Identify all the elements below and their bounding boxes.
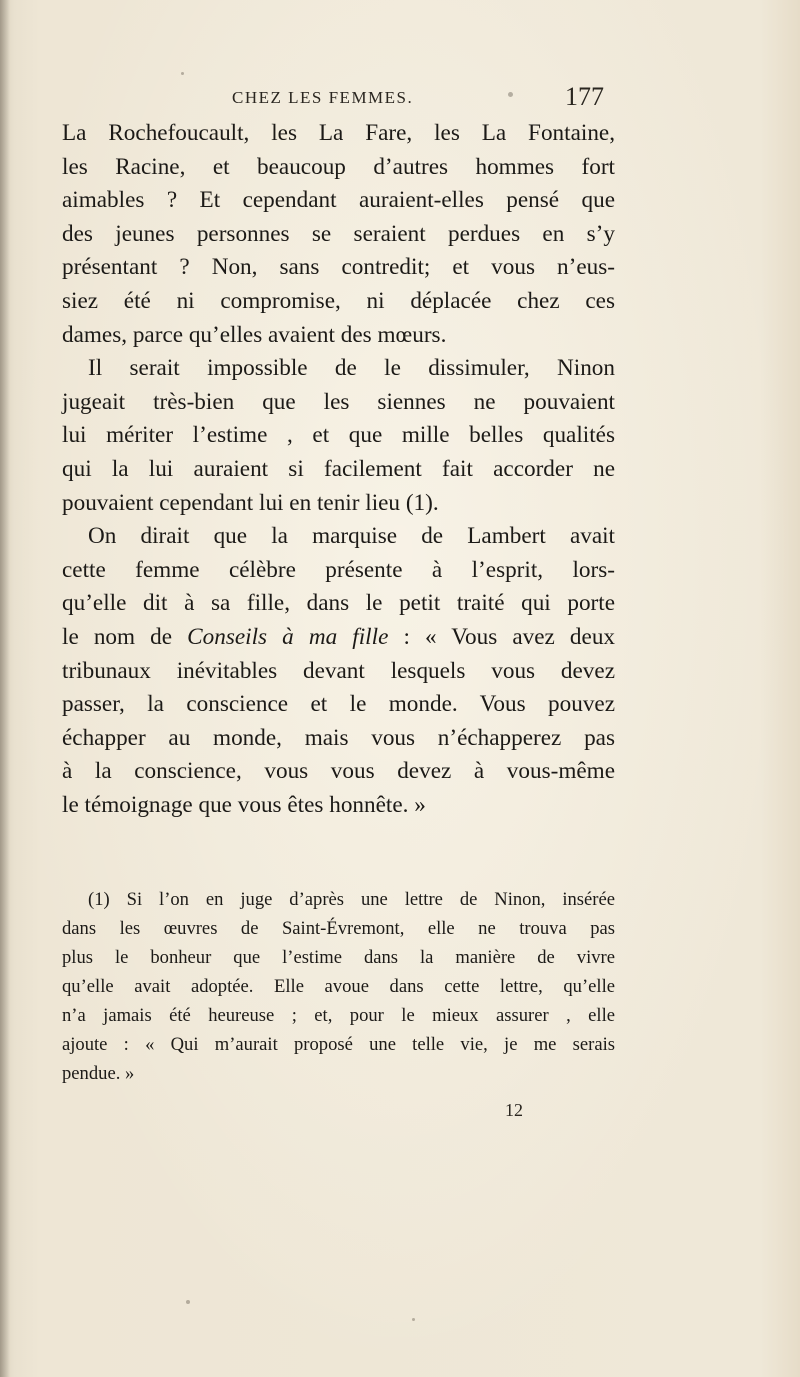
paper-speck (186, 1300, 190, 1304)
text-line: tribunaux inévitables devant lesquels vous devez (62, 657, 615, 684)
footnote-line: qu’elle avait adoptée. Elle avoue dans cette lettre, qu’elle (62, 976, 615, 997)
text-segment: le nom de (62, 623, 188, 650)
text-line: des jeunes personnes se seraient perdues en s’y (62, 220, 615, 247)
footnote-line: (1) Si l’on en juge d’après une lettre de Ninon, insérée (88, 889, 615, 910)
text-line: lui mériter l’estime , et que mille belles qualités (62, 422, 615, 449)
book-title: Conseils à ma fille (187, 623, 389, 650)
text-line: Il serait impossible de le dissimuler, Ninon (88, 355, 615, 382)
text-line: cette femme célèbre présente à l’esprit, lors- (62, 556, 615, 583)
text-line: siez été ni compromise, ni déplacée chez ces (62, 287, 615, 314)
text-segment: : « Vous avez deux (388, 623, 616, 650)
footnote-line: dans les œuvres de Saint-Évremont, elle ne trouva pas (62, 918, 615, 939)
running-head: CHEZ LES FEMMES. (232, 88, 414, 107)
text-line: le témoignage que vous êtes honnête. » (62, 791, 426, 818)
text-line: jugeait très-bien que les siennes ne pouvaient (62, 388, 615, 415)
page-number: 177 (565, 82, 604, 111)
footnote-line: plus le bonheur que l’estime dans la manière de vivre (62, 947, 615, 968)
binding-shadow (0, 0, 10, 1377)
text-line: à la conscience, vous vous devez à vous-même (62, 758, 615, 785)
text-line: aimables ? Et cependant auraient-elles pensé que (62, 187, 615, 214)
paper-speck (508, 92, 513, 97)
footnote-line: n’a jamais été heureuse ; et, pour le mieux assurer , elle (62, 1005, 615, 1026)
text-line: présentant ? Non, sans contredit; et vous n’eus- (62, 254, 615, 281)
text-line: dames, parce qu’elles avaient des mœurs. (62, 321, 447, 348)
text-line: échapper au monde, mais vous n’échapperez pas (62, 724, 615, 751)
text-line: les Racine, et beaucoup d’autres hommes fort (62, 153, 615, 180)
text-line: passer, la conscience et le monde. Vous pouvez (62, 691, 615, 718)
text-line: qu’elle dit à sa fille, dans le petit traité qui porte (62, 590, 615, 617)
text-line: On dirait que la marquise de Lambert avait (88, 523, 615, 550)
paper-speck (181, 72, 184, 75)
text-line-with-title (62, 621, 615, 655)
footnote-line: pendue. » (62, 1063, 135, 1084)
footnote (62, 885, 615, 1088)
paper-speck (412, 1318, 415, 1321)
text-line: qui la lui auraient si facilement fait accorder ne (62, 455, 615, 482)
signature-mark: 12 (505, 1100, 523, 1120)
text-line: pouvaient cependant lui en tenir lieu (1). (62, 489, 439, 516)
text-line: La Rochefoucault, les La Fare, les La Fontaine, (62, 120, 615, 146)
main-text (62, 117, 615, 822)
footnote-line: ajoute : « Qui m’aurait proposé une telle vie, je me serais (62, 1034, 615, 1055)
